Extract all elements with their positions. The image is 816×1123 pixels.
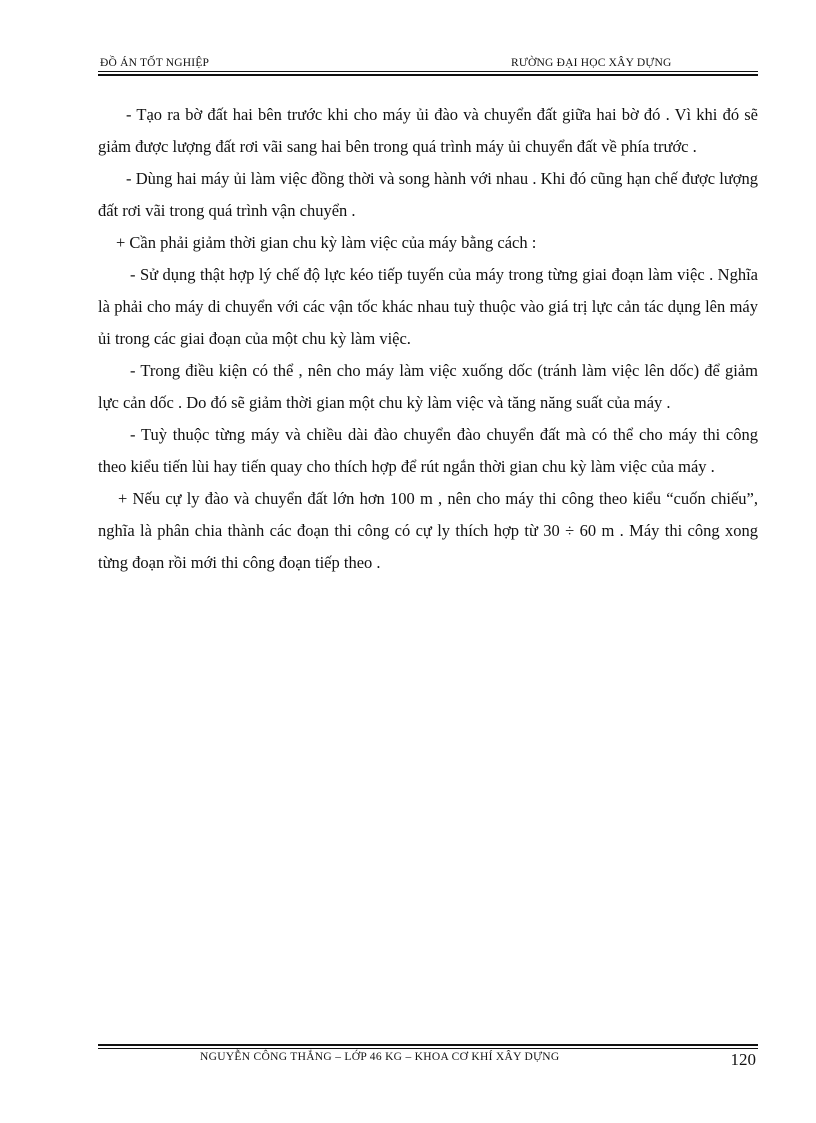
paragraph: - Sử dụng thật hợp lý chế độ lực kéo tiếp tuyến của máy trong từng giai đoạn làm việc . Nghĩa là phải cho máy di chuyển với các vận tốc khác nhau tuỳ thuộc vào giá trị lực cản tác dụng lên máy ủi trong các giai đoạn của một chu kỳ làm việc.	[98, 265, 758, 348]
footer-divider-thick	[98, 1044, 758, 1046]
paragraph: + Nếu cự ly đào và chuyển đất lớn hơn 100 m , nên cho máy thi công theo kiểu “cuốn chiếu”, nghĩa là phân chia thành các đoạn thi công có cự ly thích hợp từ 30 ÷ 60 m . Máy thi công xong từng đoạn rồi mới thi công đoạn tiếp theo .	[98, 489, 758, 572]
document-body	[98, 99, 758, 579]
footer-author-line: NGUYỄN CÔNG THẮNG – LỚP 46 KG – KHOA CƠ KHÍ XÂY DỰNG	[200, 1051, 560, 1063]
page-footer	[98, 1044, 758, 1074]
paragraph: - Trong điều kiện có thể , nên cho máy làm việc xuống dốc (tránh làm việc lên dốc) để giảm lực cản dốc . Do đó sẽ giảm thời gian một chu kỳ làm việc và tăng năng suất của máy .	[98, 361, 758, 412]
paragraph: + Cần phải giảm thời gian chu kỳ làm việc của máy bằng cách :	[116, 233, 537, 252]
header-right-title: RƯỜNG ĐẠI HỌC XÂY DỰNG	[511, 57, 672, 69]
page-header	[98, 54, 758, 76]
paragraph: - Dùng hai máy ủi làm việc đồng thời và song hành với nhau . Khi đó cũng hạn chế được lượng đất rơi vãi trong quá trình vận chuyển .	[98, 169, 758, 220]
footer-divider-thin	[98, 1048, 758, 1049]
page-number: 120	[730, 1050, 756, 1069]
header-divider-thin	[98, 71, 758, 72]
header-divider-thick	[98, 74, 758, 76]
header-left-title: ĐỒ ÁN TỐT NGHIỆP	[100, 57, 210, 69]
paragraph: - Tạo ra bờ đất hai bên trước khi cho máy ủi đào và chuyển đất giữa hai bờ đó . Vì khi đó sẽ giảm được lượng đất rơi vãi sang hai bên trong quá trình máy ủi chuyển đất về phía trước .	[98, 105, 758, 156]
paragraph: - Tuỳ thuộc từng máy và chiều dài đào chuyển đào chuyển đất mà có thể cho máy thi công theo kiểu tiến lùi hay tiến quay cho thích hợp để rút ngắn thời gian chu kỳ làm việc của máy .	[98, 425, 758, 476]
